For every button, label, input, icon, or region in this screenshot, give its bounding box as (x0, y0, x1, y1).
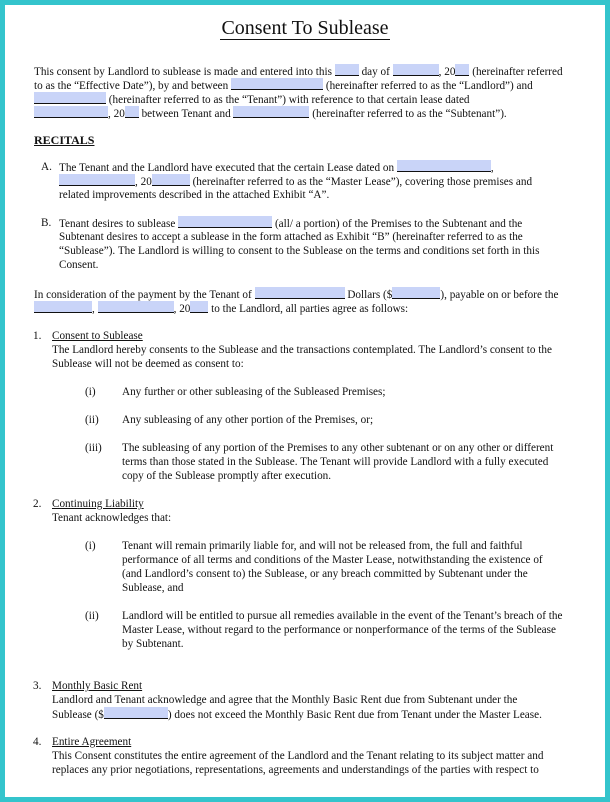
section-1-ii-text: Any subleasing of any other portion of the Premises, or; (122, 414, 374, 426)
month-field[interactable] (393, 64, 439, 76)
payment-amount-field[interactable] (392, 287, 440, 299)
payment-day-field[interactable] (34, 301, 92, 313)
section-1-iii-marker: (iii) (85, 442, 102, 454)
day-field[interactable] (335, 64, 359, 76)
recital-a-line-1: The Tenant and the Landlord have executed that the certain Lease dated on , (59, 162, 494, 174)
section-1-iii-line-2: terms than those stated in the Sublease. The Tenant will provide Landlord with a fully executed (122, 456, 549, 468)
section-2-line-1: Tenant acknowledges that: (52, 512, 172, 524)
recitals-heading: RECITALS (34, 133, 95, 147)
recital-b-marker: B. (41, 217, 52, 229)
recital-b-line-3: “Sublease”). The Landlord is willing to consent to the Sublease on the terms and conditions set forth in this (59, 245, 540, 257)
consideration-line-1: In consideration of the payment by the Tenant of Dollars ($ ), payable on or before the (34, 289, 559, 301)
recital-b-line-4: Consent. (59, 259, 99, 271)
payment-year-field[interactable] (190, 301, 208, 313)
section-1-heading: Consent to Sublease (52, 330, 143, 342)
section-1-line-2: Sublease will not be deemed as consent to: (52, 358, 244, 370)
intro-line-4: , 20 between Tenant and (hereinafter referred to as the “Subtenant”). (34, 106, 507, 121)
monthly-rent-field[interactable] (104, 707, 168, 719)
section-1-number: 1. (33, 330, 42, 342)
section-1-i-text: Any further or other subleasing of the Subleased Premises; (122, 386, 386, 398)
section-1-ii-marker: (ii) (85, 414, 99, 426)
consideration-line-2: , , 20 to the Landlord, all parties agree as follows: (34, 301, 408, 316)
section-4-line-1: This Consent constitutes the entire agreement of the Landlord and the Tenant relating to its subject matter and (52, 750, 544, 762)
intro-line-1: This consent by Landlord to sublease is made and entered into this day of , 20 (hereinafter referred (34, 66, 563, 78)
section-4-heading: Entire Agreement (52, 736, 132, 748)
section-1-i-marker: (i) (85, 386, 96, 398)
section-2-i-line-2: performance of all terms and conditions of the Master Lease, notwithstanding the existence of (122, 554, 543, 566)
section-4-number: 4. (33, 736, 42, 748)
section-2-ii-marker: (ii) (85, 610, 99, 622)
section-2-ii-line-3: by Subtenant. (122, 638, 184, 650)
payment-words-field[interactable] (255, 287, 345, 299)
year-field[interactable] (455, 64, 469, 76)
master-lease-year-field[interactable] (152, 174, 190, 186)
lease-year-field[interactable] (125, 106, 139, 118)
section-2-number: 2. (33, 498, 42, 510)
section-2-i-line-4: Sublease, and (122, 582, 184, 594)
section-2-heading: Continuing Liability (52, 498, 144, 510)
recital-a-line-3: related improvements described in the attached Exhibit “A”. (59, 189, 330, 201)
section-3-line-2: Sublease ($ ) does not exceed the Monthly Basic Rent due from Tenant under the Master Lease. (52, 709, 542, 721)
intro-line-3: (hereinafter referred to as the “Tenant”) with reference to that certain lease dated (34, 92, 470, 107)
section-1-line-1: The Landlord hereby consents to the Sublease and the transactions contemplated. The Landlord’s consent to the (52, 344, 552, 356)
section-3-number: 3. (33, 680, 42, 692)
section-2-ii-line-2: Master Lease, without regard to the performance or nonperformance of the terms of the Sublease (122, 624, 556, 636)
lease-date-field[interactable] (34, 106, 108, 118)
section-1-iii-line-3: copy of the Sublease promptly after execution. (122, 470, 332, 482)
payment-month-field[interactable] (98, 301, 174, 313)
recital-a-line-2: , 20 (hereinafter referred to as the “Master Lease”), covering those premises and (59, 174, 532, 189)
section-2-i-marker: (i) (85, 540, 96, 552)
intro-line-2: to as the “Effective Date”), by and between (hereinafter referred to as the “Landlord”) and (34, 80, 533, 92)
section-3-line-1: Landlord and Tenant acknowledge and agree that the Monthly Basic Rent due from Subtenant under the (52, 694, 518, 706)
recital-a-marker: A. (41, 161, 52, 173)
section-2-i-line-3: (and Landlord’s consent to) the Sublease, or any breach committed by Subtenant under the (122, 568, 528, 580)
document-title: Consent To Sublease (221, 17, 389, 39)
section-2-i-line-1: Tenant will remain primarily liable for, and will not be released from, the full and faithful (122, 540, 523, 552)
tenant-name-field[interactable] (34, 92, 106, 104)
section-4-line-2: replaces any prior negotiations, representations, agreements and understandings of the parties with respect to (52, 764, 539, 776)
section-2-ii-line-1: Landlord will be entitled to pursue all remedies available in the event of the Tenant’s breach of the (122, 610, 563, 622)
master-lease-day-field[interactable] (59, 174, 135, 186)
subtenant-name-field[interactable] (233, 106, 309, 118)
document-page (5, 5, 605, 797)
section-3-heading: Monthly Basic Rent (52, 680, 143, 692)
recital-b-line-2: Subtenant desires to accept a sublease in the form attached as Exhibit “B” (hereinafter referred to as the (59, 231, 523, 243)
landlord-name-field[interactable] (231, 78, 323, 90)
recital-b-line-1: Tenant desires to sublease (all/ a portion) of the Premises to the Subtenant and the (59, 218, 523, 230)
section-1-iii-line-1: The subleasing of any portion of the Premises to any other subtenant or on any other or different (122, 442, 554, 454)
sublease-portion-field[interactable] (178, 216, 272, 228)
master-lease-date-field[interactable] (397, 160, 491, 172)
